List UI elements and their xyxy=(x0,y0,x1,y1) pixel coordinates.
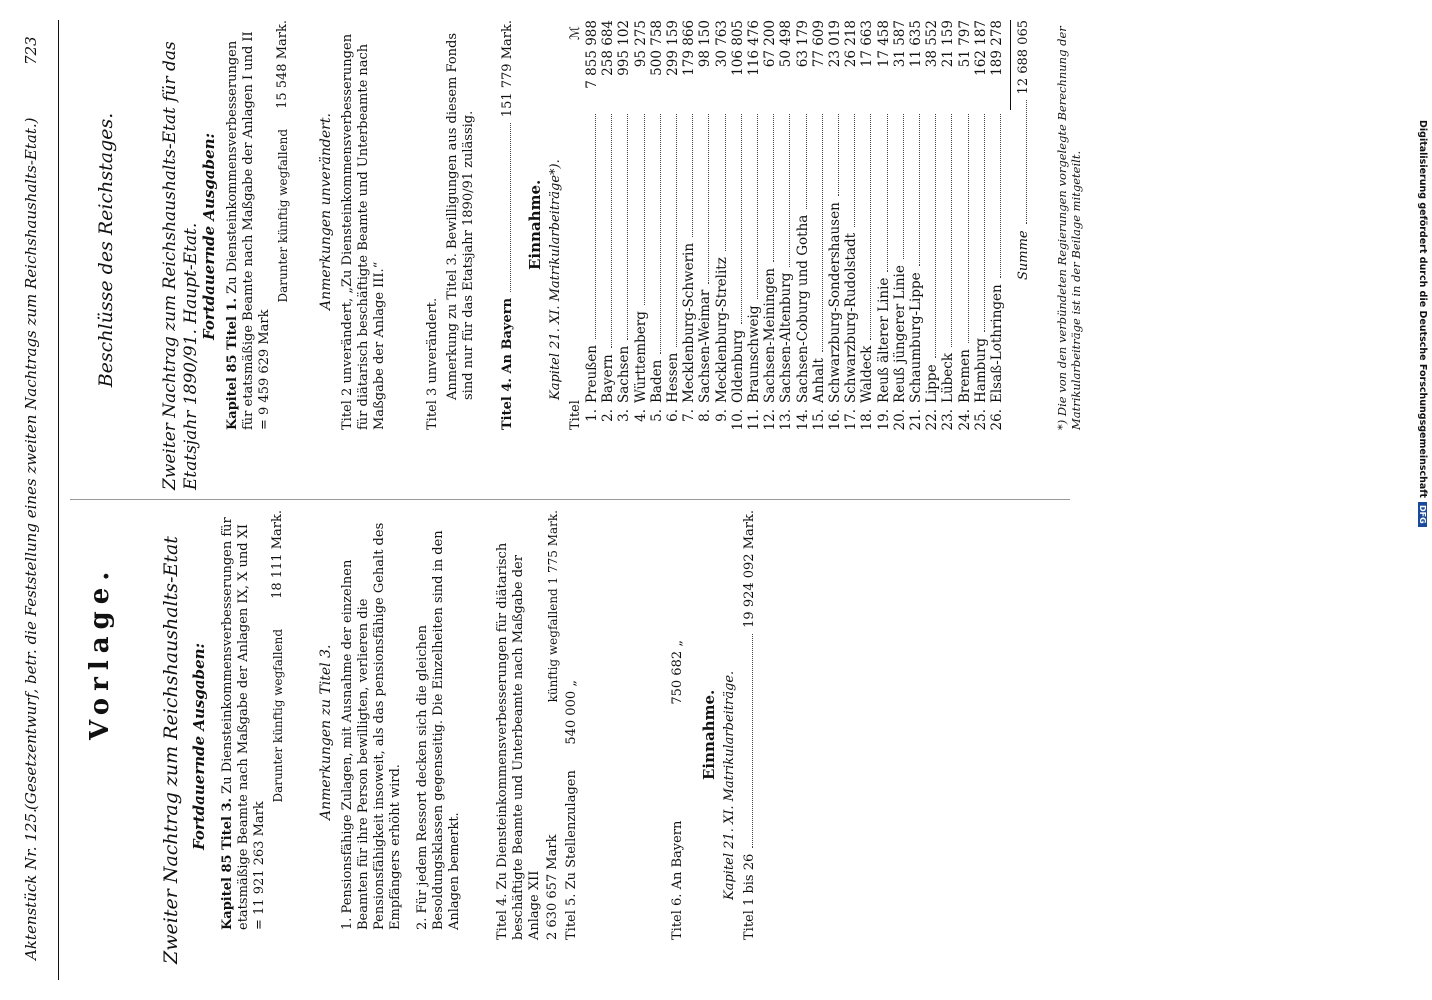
table-row xyxy=(681,20,697,435)
row-amount: 179 866 xyxy=(681,20,698,76)
row-state-name: Oldenburg xyxy=(729,329,746,403)
row-number: 16. xyxy=(827,409,844,431)
row-leader-dots xyxy=(611,114,612,348)
row-number: 4. xyxy=(632,409,649,422)
left-titel1-26: Titel 1 bis 26 xyxy=(742,853,757,940)
row-amount: 17 458 xyxy=(875,20,892,68)
left-titel5-val: 540 000 „ xyxy=(564,680,579,745)
row-number: 10. xyxy=(729,409,746,431)
row-leader-dots xyxy=(725,114,726,251)
row-leader-dots xyxy=(951,114,952,347)
table-row xyxy=(940,20,956,435)
left-anmerkungen-title: Anmerkungen zu Titel 3. xyxy=(318,644,334,820)
right-titel4-row xyxy=(500,20,515,430)
header-rule xyxy=(58,20,59,980)
left-darunter: Darunter künftig wegfallend xyxy=(271,628,285,803)
left-kap21: Kapitel 21. XI. Matrikularbeiträge. xyxy=(722,670,737,900)
row-leader-dots xyxy=(822,114,823,352)
row-leader-dots xyxy=(595,114,596,339)
row-amount: 258 684 xyxy=(600,20,617,76)
row-number: 7. xyxy=(681,409,698,422)
row-state-name: Bremen xyxy=(956,349,973,403)
table-row xyxy=(827,20,843,435)
row-state-name: Reuß jüngerer Linie xyxy=(891,265,908,403)
row-amount: 98 150 xyxy=(697,20,714,68)
row-leader-dots xyxy=(692,114,693,237)
left-titel6-row xyxy=(670,640,685,940)
left-titel5: Titel 5. Zu Stellenzulagen xyxy=(564,770,579,940)
left-subtitle-ausgaben: Fortdauernde Ausgaben: xyxy=(190,642,208,850)
left-title: Zweiter Nachtrag zum Reichshaushalts-Etat xyxy=(160,536,182,964)
row-amount: 23 019 xyxy=(827,20,844,68)
row-state-name: Sachsen-Altenburg xyxy=(778,272,795,403)
row-leader-dots xyxy=(870,114,871,340)
row-number: 3. xyxy=(616,409,633,422)
right-kap21: Kapitel 21. XI. Matrikularbeiträge*). xyxy=(548,159,563,400)
row-state-name: Braunschweig xyxy=(746,305,763,403)
row-amount: 995 102 xyxy=(616,20,633,76)
row-number: 14. xyxy=(794,409,811,431)
summe-row xyxy=(1016,20,1031,280)
margin-credit-strip xyxy=(1408,120,1428,990)
row-leader-dots xyxy=(627,114,628,340)
row-number: 25. xyxy=(972,409,989,431)
footnote: *) Die von den verbündeten Regierungen vorgelegte Berechnung der Matrikularbeiträge ist in der Beilage mitgeteilt. xyxy=(1055,26,1083,430)
left-kapitel-block xyxy=(220,510,286,930)
row-number: 8. xyxy=(697,409,714,422)
table-row xyxy=(859,20,875,435)
row-leader-dots xyxy=(984,114,985,332)
row-state-name: Lippe xyxy=(924,364,941,403)
row-amount: 50 498 xyxy=(778,20,795,68)
row-amount: 116 476 xyxy=(746,20,763,76)
right-kapitel-block xyxy=(225,20,291,430)
column-divider xyxy=(70,499,1070,500)
row-state-name: Württemberg xyxy=(632,311,649,403)
row-state-name: Mecklenburg-Strelitz xyxy=(713,257,730,403)
row-number: 20. xyxy=(891,409,908,431)
row-state-name: Schwarzburg-Sondershausen xyxy=(827,202,844,403)
table-row xyxy=(811,20,827,435)
row-number: 22. xyxy=(924,409,941,431)
left-anm2: 2. Für jedem Ressort decken sich die gleichen Besoldungsklassen gegenseitig. Die Einzelheiten sind in den Anlagen bemerkt. xyxy=(415,530,462,930)
row-state-name: Waldeck xyxy=(859,345,876,403)
header-center: (Gesetzentwurf, betr. die Feststellung eines zweiten Nachtrags zum Reichshaushalts-Etat.) xyxy=(22,117,40,810)
row-state-name: Sachsen-Meiningen xyxy=(762,268,779,403)
table-row xyxy=(697,20,713,435)
row-leader-dots xyxy=(660,114,661,354)
row-state-name: Anhalt xyxy=(810,358,827,403)
row-leader-dots xyxy=(741,114,742,324)
table-row xyxy=(892,20,908,435)
row-number: 19. xyxy=(875,409,892,431)
row-amount: 77 609 xyxy=(810,20,827,68)
row-state-name: Schaumburg-Lippe xyxy=(908,272,925,403)
row-number: 26. xyxy=(989,409,1006,431)
row-state-name: Mecklenburg-Schwerin xyxy=(681,242,698,403)
row-number: 17. xyxy=(843,409,860,431)
row-amount: 189 278 xyxy=(989,20,1006,76)
row-state-name: Lübeck xyxy=(940,352,957,403)
table-row xyxy=(843,20,859,435)
left-titel6: Titel 6. An Bayern xyxy=(670,820,685,940)
row-state-name: Sachsen-Weimar xyxy=(697,289,714,403)
table-row xyxy=(778,20,794,435)
page-number: 723 xyxy=(22,36,40,65)
row-number: 13. xyxy=(778,409,795,431)
row-number: 15. xyxy=(810,409,827,431)
row-number: 12. xyxy=(762,409,779,431)
table-row xyxy=(989,20,1005,435)
table-row xyxy=(746,20,762,435)
row-number: 1. xyxy=(584,409,600,422)
row-state-name: Hamburg xyxy=(972,337,989,403)
left-titel6-val: 750 682 „ xyxy=(670,640,685,705)
right-titel2: Titel 2 unverändert, „Zu Diensteinkommensverbesserungen für diätarisch beschäftigte Beamte und Unterbeamte nach Maßgabe der Anlage III.“ xyxy=(340,33,387,430)
left-anm1: 1. Pensionsfähige Zulagen, mit Ausnahme der einzelnen Beamten für ihre Person bewilligten, verlieren die Pensionsfähigkeit insoweit, als das pensionsfähige Gehalt des Empfängers erhöht wird. xyxy=(340,522,403,930)
table-row xyxy=(600,20,616,435)
row-leader-dots xyxy=(757,114,758,300)
dfg-credit: Digitalisierung gefördert durch die Deutsche Forschungsgemeinschaft xyxy=(1417,120,1428,498)
row-amount: 95 275 xyxy=(632,20,649,68)
right-title: Zweiter Nachtrag zum Reichshaushalts-Etat für das Etatsjahr 1890/91. Haupt-Etat. xyxy=(160,41,201,490)
left-kapitel-label: Kapitel 85 Titel 3. xyxy=(220,797,235,930)
table-row xyxy=(908,20,924,435)
row-state-name: Hessen xyxy=(665,352,682,403)
row-number: 23. xyxy=(940,409,957,431)
row-state-name: Preußen xyxy=(584,345,600,403)
row-amount: 51 797 xyxy=(956,20,973,68)
row-leader-dots xyxy=(887,114,888,272)
row-amount: 63 179 xyxy=(794,20,811,68)
row-state-name: Elsaß-Lothringen xyxy=(989,284,1006,403)
summe-value: 12 688 065 xyxy=(1016,20,1031,95)
left-kapitel-text: Zu Diensteinkommensverbesserungen für etatsmäßige Beamte nach Maßgabe der Anlagen IX, X und XI = 11 921 263 Mark xyxy=(220,517,267,930)
row-leader-dots xyxy=(838,114,839,196)
row-number: 18. xyxy=(859,409,876,431)
left-titel4-val: 2 630 657 Mark xyxy=(545,834,560,940)
table-row xyxy=(649,20,665,435)
row-amount: 500 758 xyxy=(648,20,665,76)
table-row xyxy=(876,20,892,435)
right-titel3-anm: Anmerkung zu Titel 3. Bewilligungen aus diesem Fonds sind nur für das Etatsjahr 1890/91 zulässig. xyxy=(445,32,476,400)
header-left: Aktenstück Nr. 125. xyxy=(22,808,40,960)
sum-rule xyxy=(1010,20,1011,110)
row-leader-dots xyxy=(708,114,709,284)
right-einnahme: Einnahme. xyxy=(526,179,544,270)
row-state-name: Sachsen-Coburg und Gotha xyxy=(794,214,811,403)
row-amount: 21 159 xyxy=(940,20,957,68)
row-state-name: Baden xyxy=(648,359,665,403)
table-row xyxy=(957,20,973,435)
left-titel4: Titel 4. Zu Diensteinkommensverbesserungen für diätarisch beschäftigte Beamte und Unterbeamte nach Maßgabe der Anlage XII xyxy=(495,542,542,940)
row-leader-dots xyxy=(806,114,807,209)
table-row xyxy=(665,20,681,435)
right-subtitle-ausgaben: Fortdauernde Ausgaben: xyxy=(200,132,218,340)
row-leader-dots xyxy=(968,114,969,343)
row-leader-dots xyxy=(644,114,645,305)
row-amount: 299 159 xyxy=(665,20,682,76)
row-amount: 106 805 xyxy=(729,20,746,76)
left-titel1-26-row xyxy=(742,510,757,940)
table-row xyxy=(714,20,730,435)
row-amount: 11 635 xyxy=(908,20,925,68)
left-titel1-26-val: 19 924 092 Mark. xyxy=(742,510,757,628)
row-leader-dots xyxy=(919,114,920,266)
matrikular-table xyxy=(584,20,1005,435)
right-titel4-val: 151 779 Mark. xyxy=(500,20,515,118)
row-number: 9. xyxy=(713,409,730,422)
row-state-name: Schwarzburg-Rudolstadt xyxy=(843,232,860,403)
row-leader-dots xyxy=(773,114,774,262)
row-amount: 7 855 988 xyxy=(584,20,600,89)
row-amount: 30 763 xyxy=(713,20,730,68)
right-darunter-val: 15 548 Mark. xyxy=(275,20,290,109)
row-number: 21. xyxy=(908,409,925,431)
right-kapitel-label: Kapitel 85 Titel 1. xyxy=(225,297,240,430)
row-state-name: Bayern xyxy=(600,354,617,403)
dfg-logo: DFG xyxy=(1418,502,1427,527)
row-leader-dots xyxy=(854,114,855,227)
table-row xyxy=(616,20,632,435)
row-state-name: Sachsen xyxy=(616,345,633,403)
beschluesse-heading: Beschlüsse des Reichstages. xyxy=(95,112,117,388)
row-number: 11. xyxy=(746,409,763,431)
row-leader-dots xyxy=(935,114,936,358)
row-leader-dots xyxy=(789,114,790,267)
table-row xyxy=(633,20,649,435)
right-titel4: Titel 4. An Bayern xyxy=(500,297,515,430)
vorlage-heading: Vorlage. xyxy=(85,564,115,740)
right-kapitel-text: Zu Diensteinkommensverbesserungen für etatsmäßige Beamte nach Maßgabe der Anlagen I und II = 9 459 629 Mark xyxy=(225,31,272,430)
right-titel3: Titel 3 unverändert. xyxy=(425,297,440,430)
left-einnahme: Einnahme. xyxy=(700,689,718,780)
row-amount: 17 663 xyxy=(859,20,876,68)
row-leader-dots xyxy=(1000,114,1001,278)
row-amount: 31 587 xyxy=(891,20,908,68)
left-titel4-block xyxy=(495,510,580,940)
left-titel4-note: künftig wegfallend 1 775 Mark. xyxy=(546,510,560,703)
margin-credit-text xyxy=(1408,120,1428,990)
row-state-name: Reuß älterer Linie xyxy=(875,277,892,403)
row-amount: 67 200 xyxy=(762,20,779,68)
right-darunter: Darunter künftig wegfallend xyxy=(276,128,290,303)
row-leader-dots xyxy=(903,114,904,259)
row-leader-dots xyxy=(676,114,677,347)
row-number: 6. xyxy=(665,409,682,422)
row-amount: 162 187 xyxy=(972,20,989,76)
currency-symbol: ℳ xyxy=(568,26,583,40)
right-anm-unveraendert: Anmerkungen unverändert. xyxy=(318,113,334,310)
table-row xyxy=(584,20,600,435)
right-titel-label: Titel xyxy=(568,400,583,430)
table-row xyxy=(973,20,989,435)
row-number: 24. xyxy=(956,409,973,431)
row-number: 2. xyxy=(600,409,617,422)
table-row xyxy=(795,20,811,435)
table-row xyxy=(924,20,940,435)
row-amount: 38 552 xyxy=(924,20,941,68)
row-amount: 26 218 xyxy=(843,20,860,68)
table-row xyxy=(730,20,746,435)
left-darunter-val: 18 111 Mark. xyxy=(270,510,285,599)
summe-label: Summe xyxy=(1016,230,1031,280)
table-row xyxy=(762,20,778,435)
row-number: 5. xyxy=(648,409,665,422)
